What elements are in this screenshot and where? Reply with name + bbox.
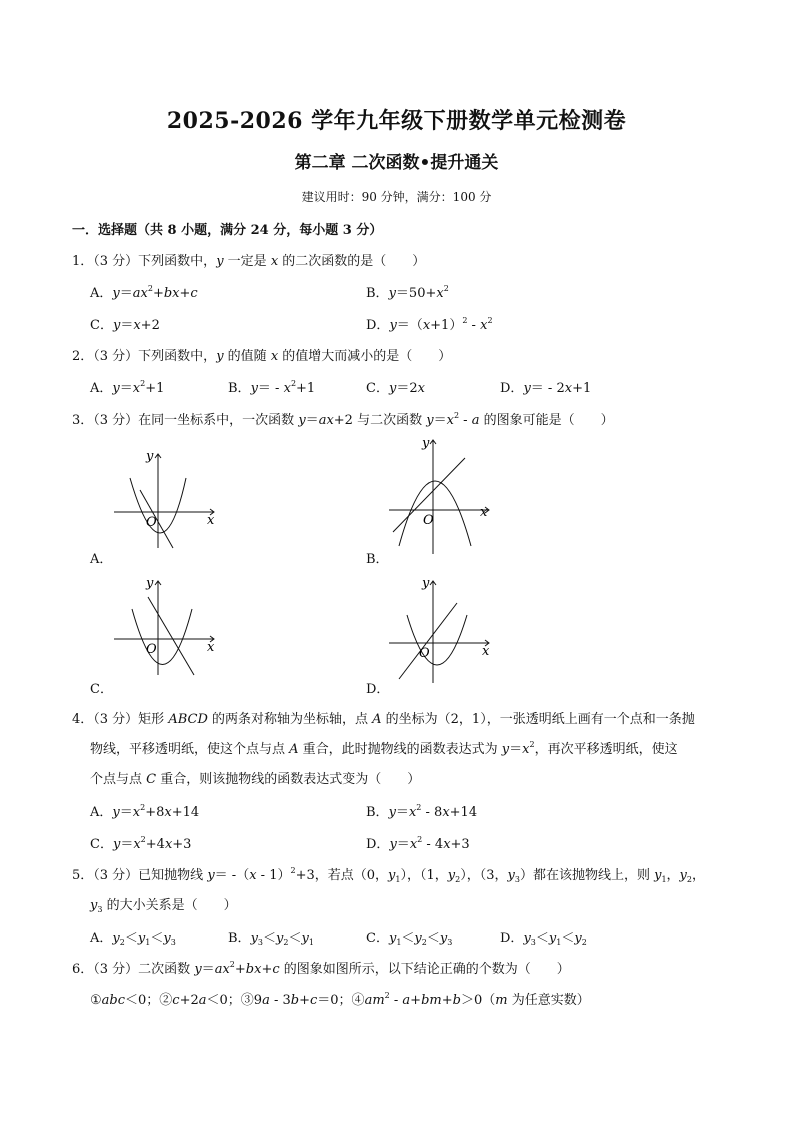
page-title: 2025-2026 学年九年级下册数学单元检测卷 — [166, 108, 627, 134]
q5-option-c: C．$y_1<y_2<y_3$ — [366, 931, 453, 947]
y-label: y — [146, 449, 154, 464]
q2-option-a: A．$y=x^2+1$ — [90, 379, 165, 396]
origin-label: O — [419, 646, 430, 661]
q2-option-b: B．$y= - x^2+1$ — [228, 379, 316, 396]
y-label: y — [422, 436, 430, 451]
question-4-stem-line-1: 4．（3 分）矩形 ABCD 的两条对称轴为坐标轴，点 A 的坐标为（2，1），一张透明纸上画有一个点和一条抛 — [72, 712, 695, 727]
q3-graph-b — [385, 434, 495, 556]
q4-option-c: C．$y=x^2+4x+3$ — [90, 835, 192, 852]
line — [148, 597, 194, 675]
q4-option-a: A．$y=x^2+8x+14$ — [90, 803, 200, 820]
q5-option-b: B．$y_3<y_2<y_1$ — [228, 931, 314, 947]
q3-graph-a — [110, 448, 220, 553]
question-5-stem-line-2: $y_3$ 的大小关系是（ ） — [90, 898, 237, 914]
question-4-stem-line-2: 物线，平移透明纸，使这个点与点 A 重合，此时抛物线的函数表达式为 $y=x^2$，再次平移透明纸，使这 — [90, 740, 678, 757]
q2-option-d: D．y＝ - 2x+1 — [500, 381, 592, 396]
q4-option-b: B．$y=x^2 - 8x+14$ — [366, 803, 478, 820]
y-label: y — [422, 576, 430, 591]
section-heading: 一．选择题（共 8 小题，满分 24 分，每小题 3 分） — [72, 223, 383, 238]
origin-label: O — [423, 513, 434, 528]
x-label: x — [480, 505, 488, 520]
question-1-stem: 1．（3 分）下列函数中，y 一定是 x 的二次函数的是（ ） — [72, 254, 426, 269]
origin-label: O — [146, 642, 157, 657]
q1-option-d: D．$y=(x+1)^2 - x^2$ — [366, 316, 493, 333]
x-label: x — [482, 644, 490, 659]
question-6-stem: 6．（3 分）二次函数 $y=ax^2+bx+c$ 的图象如图所示，以下结论正确的个数为（ ） — [72, 960, 570, 977]
origin-label: O — [146, 515, 157, 530]
question-5-stem-line-1: 5．（3 分）已知抛物线 y＝ -（x - 1）$^2$+3，若点（0，$y_1$），（1，$y_2$），（3，$y_3$）都在该抛物线上，则 $y_1$，$y_2$， — [72, 866, 706, 884]
q1-option-b: B．$y=50+x^2$ — [366, 284, 449, 301]
q4-option-d: D．$y=x^2 - 4x+3$ — [366, 835, 470, 852]
question-4-stem-line-3: 个点与点 C 重合，则该抛物线的函数表达式变为（ ） — [90, 772, 421, 787]
parabola — [399, 481, 471, 546]
q3-option-b-label: B． — [366, 552, 389, 567]
q3-graph-d — [385, 575, 495, 685]
exam-meta: 建议用时：90 分钟，满分：100 分 — [301, 190, 492, 204]
q2-option-c: C．y＝2x — [366, 381, 425, 396]
q1-option-a: A．$y=ax^2+bx+c$ — [90, 284, 198, 301]
y-label: y — [146, 576, 154, 591]
q3-option-d-label: D． — [366, 682, 390, 697]
question-6-conclusions: ①abc＜0；②c+2a＜0；③9a - 3b+c＝0；$④am^2 - a+bm+b>0(m$ 为任意实数） — [90, 991, 590, 1008]
x-label: x — [207, 640, 215, 655]
question-3-stem: 3．（3 分）在同一坐标系中，一次函数 y＝ax+2 与二次函数 $y=x^2 - a$ 的图象可能是（ ） — [72, 411, 614, 428]
q3-option-c-label: C． — [90, 682, 113, 697]
line — [399, 603, 457, 679]
x-label: x — [207, 513, 215, 528]
q3-graph-c — [110, 575, 220, 680]
q1-option-c: C．y＝x+2 — [90, 318, 160, 333]
page-subtitle: 第二章 二次函数•提升通关 — [294, 153, 499, 173]
q5-option-d: D．$y_3<y_1<y_2$ — [500, 931, 587, 947]
q5-option-a: A．$y_2<y_1<y_3$ — [90, 931, 176, 947]
q3-option-a-label: A． — [90, 552, 113, 567]
question-2-stem: 2．（3 分）下列函数中，y 的值随 x 的值增大而减小的是（ ） — [72, 349, 452, 364]
